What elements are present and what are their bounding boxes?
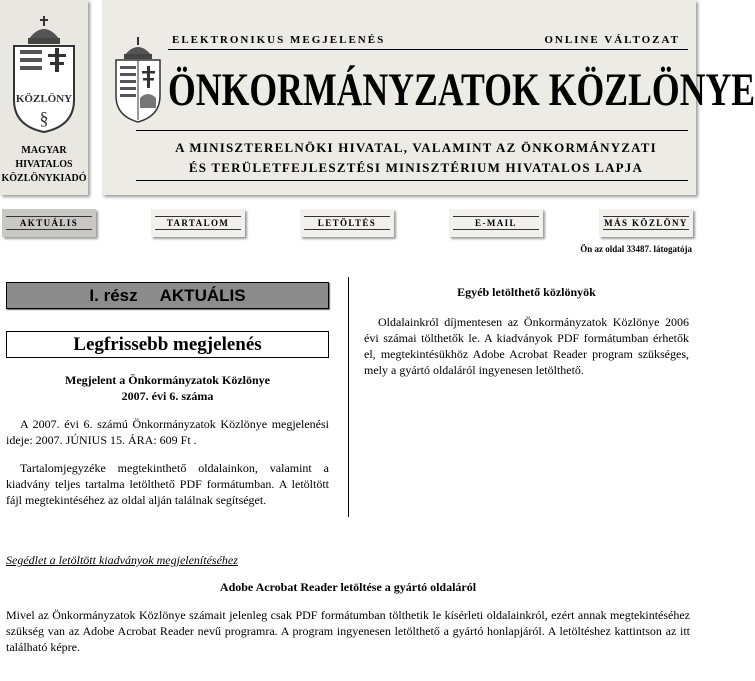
section-part-label: I. rész — [89, 286, 138, 305]
banner-rule — [136, 130, 688, 131]
publisher-name — [0, 144, 88, 186]
page-title: ÖNKORMÁNYZATOK KÖZLÖNYE — [168, 64, 755, 116]
nav-tartalom-button[interactable] — [151, 209, 245, 237]
nav-mas-kozlony-button[interactable] — [599, 209, 693, 237]
nav-label: LETÖLTÉS — [317, 218, 377, 228]
nav-label: TARTALOM — [166, 218, 230, 228]
banner-rule — [136, 180, 688, 181]
publication-heading — [6, 372, 329, 404]
section-header-bar — [6, 282, 329, 309]
masthead-banner — [102, 0, 755, 195]
publisher-name-line: HIVATALOS — [15, 159, 73, 170]
publication-contents-text: Tartalomjegyzéke megtekinthető oldalainkon, valamint a kiadvány teljes tartalma letölthető PDF formátumban. A letöltött fájl megtekintéséhez az oldal alján találnak segítséget. — [6, 461, 329, 507]
publisher-name-line: MAGYAR — [21, 145, 67, 156]
crest-label: KÖZLÖNY — [15, 93, 73, 105]
publication-heading-line2: 2007. évi 6. száma — [121, 389, 214, 403]
publication-heading-line1: Megjelent a Önkormányzatok Közlönye — [65, 373, 270, 387]
publication-date-text: A 2007. évi 6. számú Önkormányzatok Közlönye megjelenési ideje: 2007. JÚNIUS 15. ÁRA: 609 Ft . — [6, 417, 329, 447]
banner-rule — [168, 49, 688, 50]
column-divider — [348, 277, 349, 517]
nav-label: MÁS KÖZLÖNY — [604, 218, 688, 228]
other-downloads-text: Oldalainkról díjmentesen az Önkormányzatok Közlönye 2006 évi számai tölthetők le. A kiadványok PDF formátumban érhetők el, megtekintésükhöz Adobe Acrobat Reader program szükséges, mely a gyártó oldaláról ingyenesen letölthető. — [364, 315, 689, 377]
nav-email-button[interactable] — [449, 209, 543, 237]
banner-crest-icon — [112, 36, 164, 124]
eyebrow-electronic: ELEKTRONIKUS MEGJELENÉS — [172, 34, 386, 46]
nav-label: AKTUÁLIS — [19, 218, 79, 228]
paragraph-symbol: § — [39, 108, 49, 128]
nav-label: E-MAIL — [475, 218, 517, 228]
help-link[interactable]: Segédlet a letöltött kiadványok megjelenítéséhez — [6, 553, 238, 567]
latest-heading: Legfrissebb megjelenés — [6, 331, 329, 358]
acrobat-download-heading: Adobe Acrobat Reader letöltése a gyártó oldaláról — [219, 580, 477, 594]
left-column — [6, 282, 329, 508]
other-downloads-heading: Egyéb letölthető közlönyök — [457, 285, 596, 299]
banner-subtitle-line1: A MINISZTERELNÖKI HIVATAL, VALAMINT AZ ÖNKORMÁNYZATI — [175, 140, 657, 155]
banner-subtitle-line2: ÉS TERÜLETFEJLESZTÉSI MINISZTÉRIUM HIVATALOS LAPJA — [188, 160, 644, 175]
nav-letoltes-button[interactable] — [300, 209, 394, 237]
nav-aktualis-button[interactable] — [2, 209, 96, 237]
publisher-logo-box — [0, 0, 88, 195]
publisher-crest-icon — [8, 14, 80, 134]
visitor-counter: Ön az oldal 33487. látogatója — [580, 244, 692, 254]
acrobat-info-text: Mivel az Önkormányzatok Közlönye számait jelenleg csak PDF formátumban tölthetik le kísérleti oldalainkról, ezért annak megtekintéséhez szükség van az Adobe Acrobat Reader nevű programra. A program ingyenesen letölthető a gyártó honlapjáról. A letöltéshez kattintson az itt található képre. — [6, 608, 690, 654]
section-title: AKTUÁLIS — [159, 286, 246, 305]
publisher-name-line: KÖZLÖNYKIADÓ — [1, 173, 87, 184]
right-column — [364, 284, 689, 378]
eyebrow-online: ONLINE VÁLTOZAT — [544, 34, 680, 46]
